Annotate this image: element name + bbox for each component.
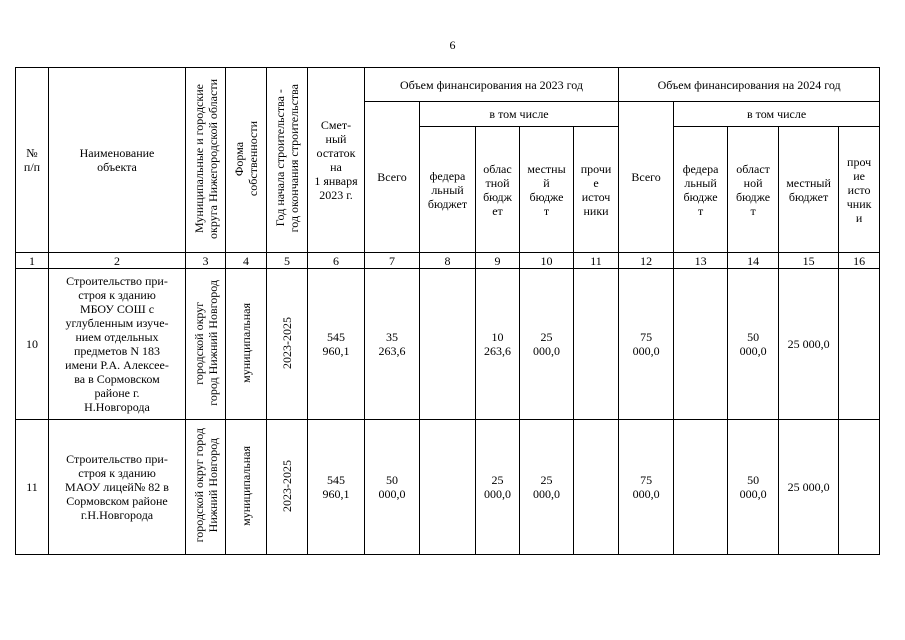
header-other-2024: проч ие исто чник и xyxy=(839,127,880,253)
header-row-1 xyxy=(16,68,880,102)
row-num: 10 xyxy=(16,269,49,420)
column-number: 5 xyxy=(267,253,308,269)
row-municipality: городской округ город Нижний Новгород xyxy=(186,269,226,420)
row-num: 11 xyxy=(16,420,49,555)
header-num: № п/п xyxy=(16,68,49,253)
table-row xyxy=(16,420,880,555)
header-other-2023: прочи е источ ники xyxy=(574,127,619,253)
row-federal-2024 xyxy=(674,269,728,420)
header-local-2023: местны й бюдже т xyxy=(520,127,574,253)
row-total-2023: 35 263,6 xyxy=(365,269,420,420)
column-number: 11 xyxy=(574,253,619,269)
row-regional-2024: 50 000,0 xyxy=(728,420,779,555)
header-group-2024: Объем финансирования на 2024 год xyxy=(619,68,880,102)
column-number: 4 xyxy=(226,253,267,269)
header-federal-2023: федера льный бюджет xyxy=(420,127,476,253)
column-number: 12 xyxy=(619,253,674,269)
column-number: 6 xyxy=(308,253,365,269)
financing-table xyxy=(15,67,880,555)
header-total-2023: Всего xyxy=(365,102,420,253)
row-other-2023 xyxy=(574,420,619,555)
row-federal-2023 xyxy=(420,269,476,420)
row-remainder: 545 960,1 xyxy=(308,420,365,555)
row-ownership: муниципальная xyxy=(226,420,267,555)
row-ownership: муниципальная xyxy=(226,269,267,420)
row-municipality: городской округ город Нижний Новгород xyxy=(186,420,226,555)
column-number: 8 xyxy=(420,253,476,269)
row-federal-2024 xyxy=(674,420,728,555)
row-remainder: 545 960,1 xyxy=(308,269,365,420)
column-number: 10 xyxy=(520,253,574,269)
header-including-2024: в том числе xyxy=(674,102,880,127)
column-number: 7 xyxy=(365,253,420,269)
header-name: Наименование объекта xyxy=(49,68,186,253)
row-total-2024: 75 000,0 xyxy=(619,269,674,420)
header-municipality: Муниципальные и городские округа Нижегородской области xyxy=(186,68,226,253)
row-local-2023: 25 000,0 xyxy=(520,420,574,555)
column-number: 9 xyxy=(476,253,520,269)
row-local-2023: 25 000,0 xyxy=(520,269,574,420)
column-number: 15 xyxy=(779,253,839,269)
column-number: 3 xyxy=(186,253,226,269)
header-remainder: Смет- ный остаток на 1 января 2023 г. xyxy=(308,68,365,253)
column-number-row xyxy=(16,253,880,269)
row-local-2024: 25 000,0 xyxy=(779,269,839,420)
row-years: 2023-2025 xyxy=(267,420,308,555)
row-other-2023 xyxy=(574,269,619,420)
row-regional-2023: 25 000,0 xyxy=(476,420,520,555)
row-other-2024 xyxy=(839,420,880,555)
column-number: 16 xyxy=(839,253,880,269)
row-regional-2023: 10 263,6 xyxy=(476,269,520,420)
column-number: 1 xyxy=(16,253,49,269)
row-object-name: Строительство при- строя к зданию МБОУ СОШ с углубленным изуче- нием отдельных предметов N 183 имени Р.А. Алексее- ва в Сормовском районе г. Н.Новгорода xyxy=(49,269,186,420)
header-total-2024: Всего xyxy=(619,102,674,253)
header-years: Год начала строительства - год окончания строительства xyxy=(267,68,308,253)
row-total-2024: 75 000,0 xyxy=(619,420,674,555)
header-regional-2023: облас тной бюдж ет xyxy=(476,127,520,253)
row-years: 2023-2025 xyxy=(267,269,308,420)
table-row xyxy=(16,269,880,420)
column-number: 14 xyxy=(728,253,779,269)
header-federal-2024: федера льный бюдже т xyxy=(674,127,728,253)
header-local-2024: местный бюджет xyxy=(779,127,839,253)
row-object-name: Строительство при- строя к зданию МАОУ лицей№ 82 в Сормовском районе г.Н.Новгорода xyxy=(49,420,186,555)
header-ownership: Форма собственности xyxy=(226,68,267,253)
row-local-2024: 25 000,0 xyxy=(779,420,839,555)
row-federal-2023 xyxy=(420,420,476,555)
column-number: 2 xyxy=(49,253,186,269)
header-regional-2024: област ной бюдже т xyxy=(728,127,779,253)
page-number: 6 xyxy=(449,38,456,52)
column-number: 13 xyxy=(674,253,728,269)
header-including-2023: в том числе xyxy=(420,102,619,127)
row-other-2024 xyxy=(839,269,880,420)
header-group-2023: Объем финансирования на 2023 год xyxy=(365,68,619,102)
row-total-2023: 50 000,0 xyxy=(365,420,420,555)
row-regional-2024: 50 000,0 xyxy=(728,269,779,420)
